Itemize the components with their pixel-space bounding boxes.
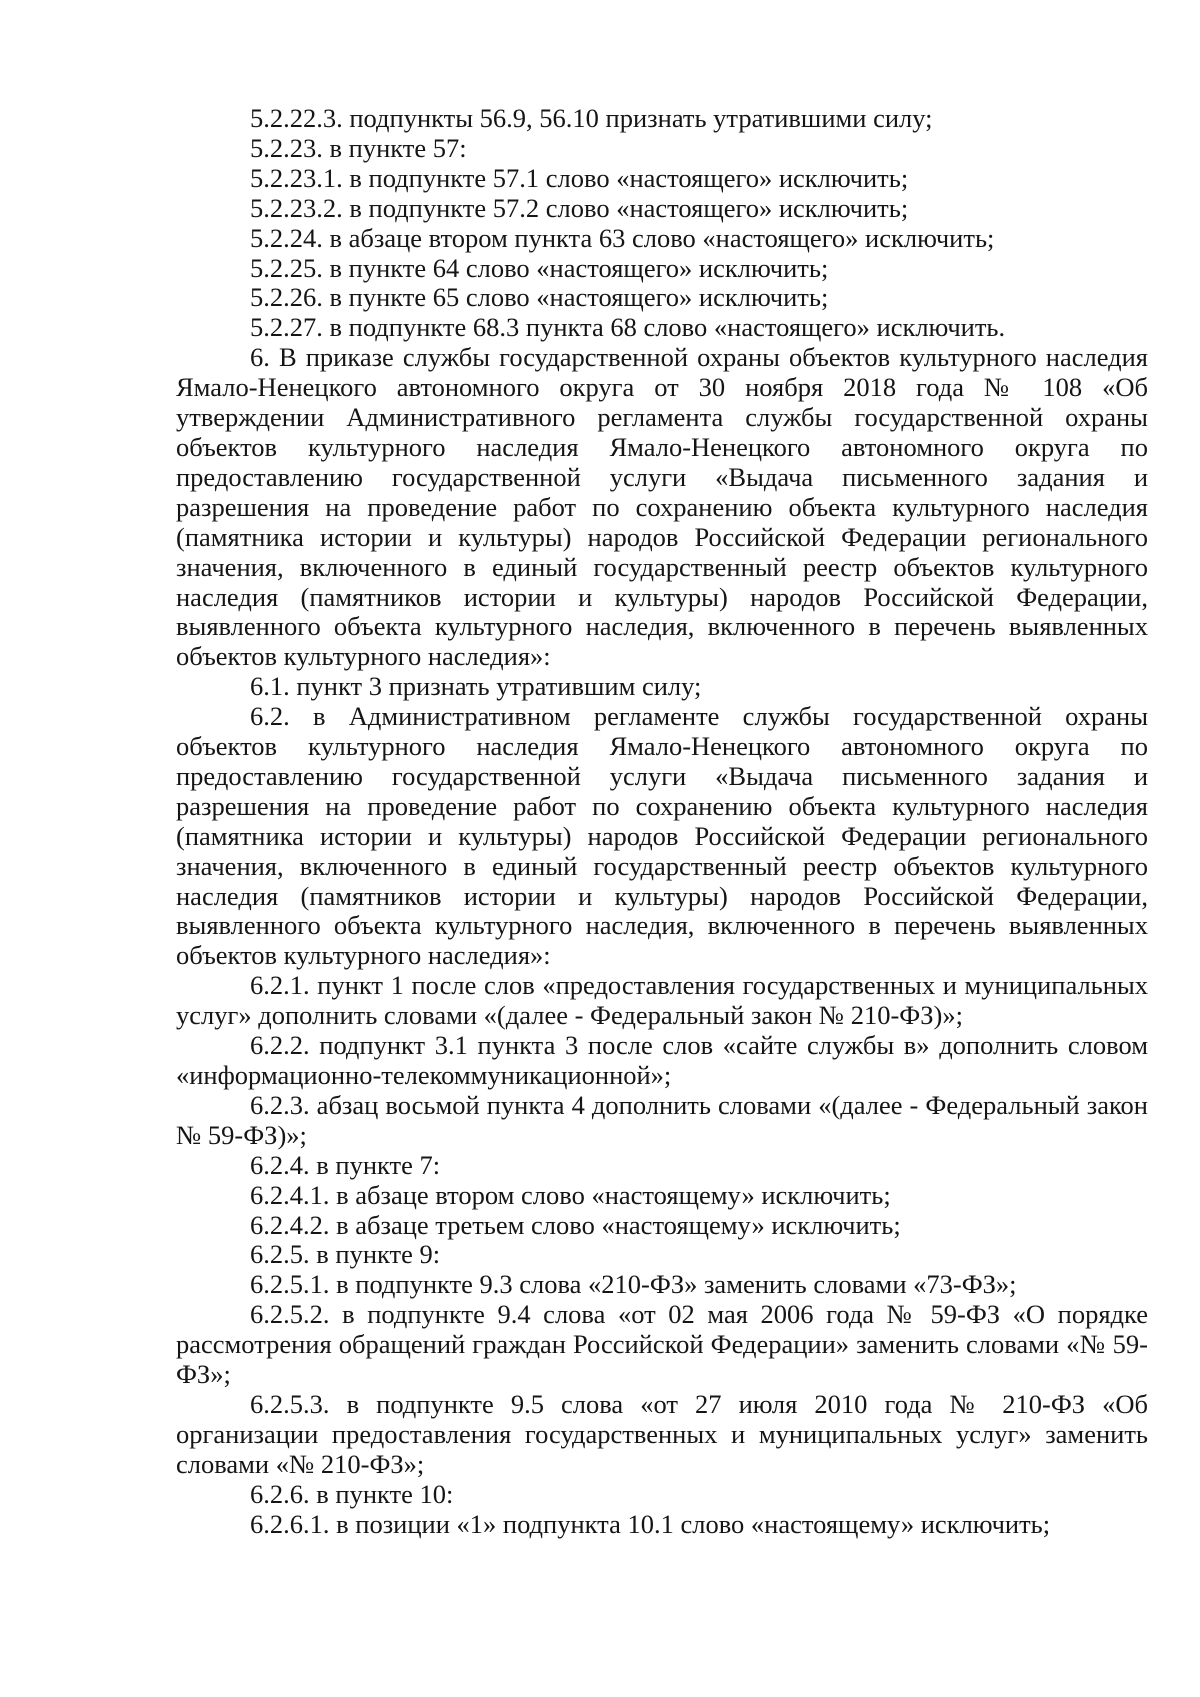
paragraph: 6.2.4. в пункте 7: xyxy=(250,1149,441,1180)
paragraph: 5.2.25. в пункте 64 слово «настоящего» исключить; xyxy=(250,252,829,283)
paragraph: 6.2.5.1. в подпункте 9.3 слова «210-ФЗ» заменить словами «73-ФЗ»; xyxy=(250,1269,1017,1300)
paragraph: 6.2. в Административном регламенте службы государственной охраны объектов культурного наследия Ямало-Ненецкого автономного округа по предоставлению государственной услуги «Выдача письменного задания и разрешения на проведение работ по сохранению объекта культурного наследия (памятника истории и культуры) народов Российской Федерации регионального значения, включенного в единый государственный реестр объектов культурного наследия (памятников истории и культуры) народов Российской Федерации, выявленного объекта культурного наследия, включенного в перечень выявленных объектов культурного наследия»: xyxy=(176,701,1148,971)
paragraph: 5.2.23. в пункте 57: xyxy=(250,132,467,163)
paragraph: 6.2.5. в пункте 9: xyxy=(250,1239,441,1270)
paragraph: 6.2.6.1. в позиции «1» подпункта 10.1 слово «настоящему» исключить; xyxy=(250,1508,1051,1539)
paragraph: 6.2.3. абзац восьмой пункта 4 дополнить словами «(далее - Федеральный закон № 59-ФЗ)»; xyxy=(176,1089,1148,1150)
paragraph: 6.2.4.2. в абзаце третьем слово «настоящему» исключить; xyxy=(250,1209,901,1240)
paragraph: 6.2.4.1. в абзаце втором слово «настоящему» исключить; xyxy=(250,1179,891,1210)
paragraph: 6.2.1. пункт 1 после слов «предоставления государственных и муниципальных услуг» дополнить словами «(далее - Федеральный закон № 210-ФЗ)»; xyxy=(176,970,1148,1031)
paragraph: 6.2.5.2. в подпункте 9.4 слова «от 02 мая 2006 года № 59-ФЗ «О порядке рассмотрения обращений граждан Российской Федерации» заменить словами «№ 59-ФЗ»; xyxy=(176,1299,1148,1390)
paragraph: 6.2.2. подпункт 3.1 пункта 3 после слов «сайте службы в» дополнить словом «информационно-телекоммуникационной»; xyxy=(176,1030,1148,1090)
paragraph: 6.2.5.3. в подпункте 9.5 слова «от 27 июля 2010 года № 210-ФЗ «Об организации предоставления государственных и муниципальных услуг» заменить словами «№ 210-ФЗ»; xyxy=(176,1388,1148,1479)
paragraph: 6.1. пункт 3 признать утратившим силу; xyxy=(250,671,702,702)
document-body xyxy=(176,104,1148,1540)
paragraph: 5.2.26. в пункте 65 слово «настоящего» исключить; xyxy=(250,282,829,313)
paragraph: 6. В приказе службы государственной охраны объектов культурного наследия Ямало-Ненецкого автономного округа от 30 ноября 2018 года № 108 «Об утверждении Административного регламента службы государственной охраны объектов культурного наследия Ямало-Ненецкого автономного округа по предоставлению государственной услуги «Выдача письменного задания и разрешения на проведение работ по сохранению объекта культурного наследия (памятника истории и культуры) народов Российской Федерации регионального значения, включенного в единый государственный реестр объектов культурного наследия (памятников истории и культуры) народов Российской Федерации, выявленного объекта культурного наследия, включенного в перечень выявленных объектов культурного наследия»: xyxy=(176,342,1148,672)
paragraph: 5.2.24. в абзаце втором пункта 63 слово «настоящего» исключить; xyxy=(250,222,995,253)
paragraph: 5.2.27. в подпункте 68.3 пункта 68 слово «настоящего» исключить. xyxy=(250,312,1006,343)
paragraph: 5.2.23.1. в подпункте 57.1 слово «настоящего» исключить; xyxy=(250,162,909,193)
paragraph: 5.2.22.3. подпункты 56.9, 56.10 признать утратившими силу; xyxy=(250,103,933,133)
paragraph: 5.2.23.2. в подпункте 57.2 слово «настоящего» исключить; xyxy=(250,192,909,223)
paragraph: 6.2.6. в пункте 10: xyxy=(250,1478,454,1509)
